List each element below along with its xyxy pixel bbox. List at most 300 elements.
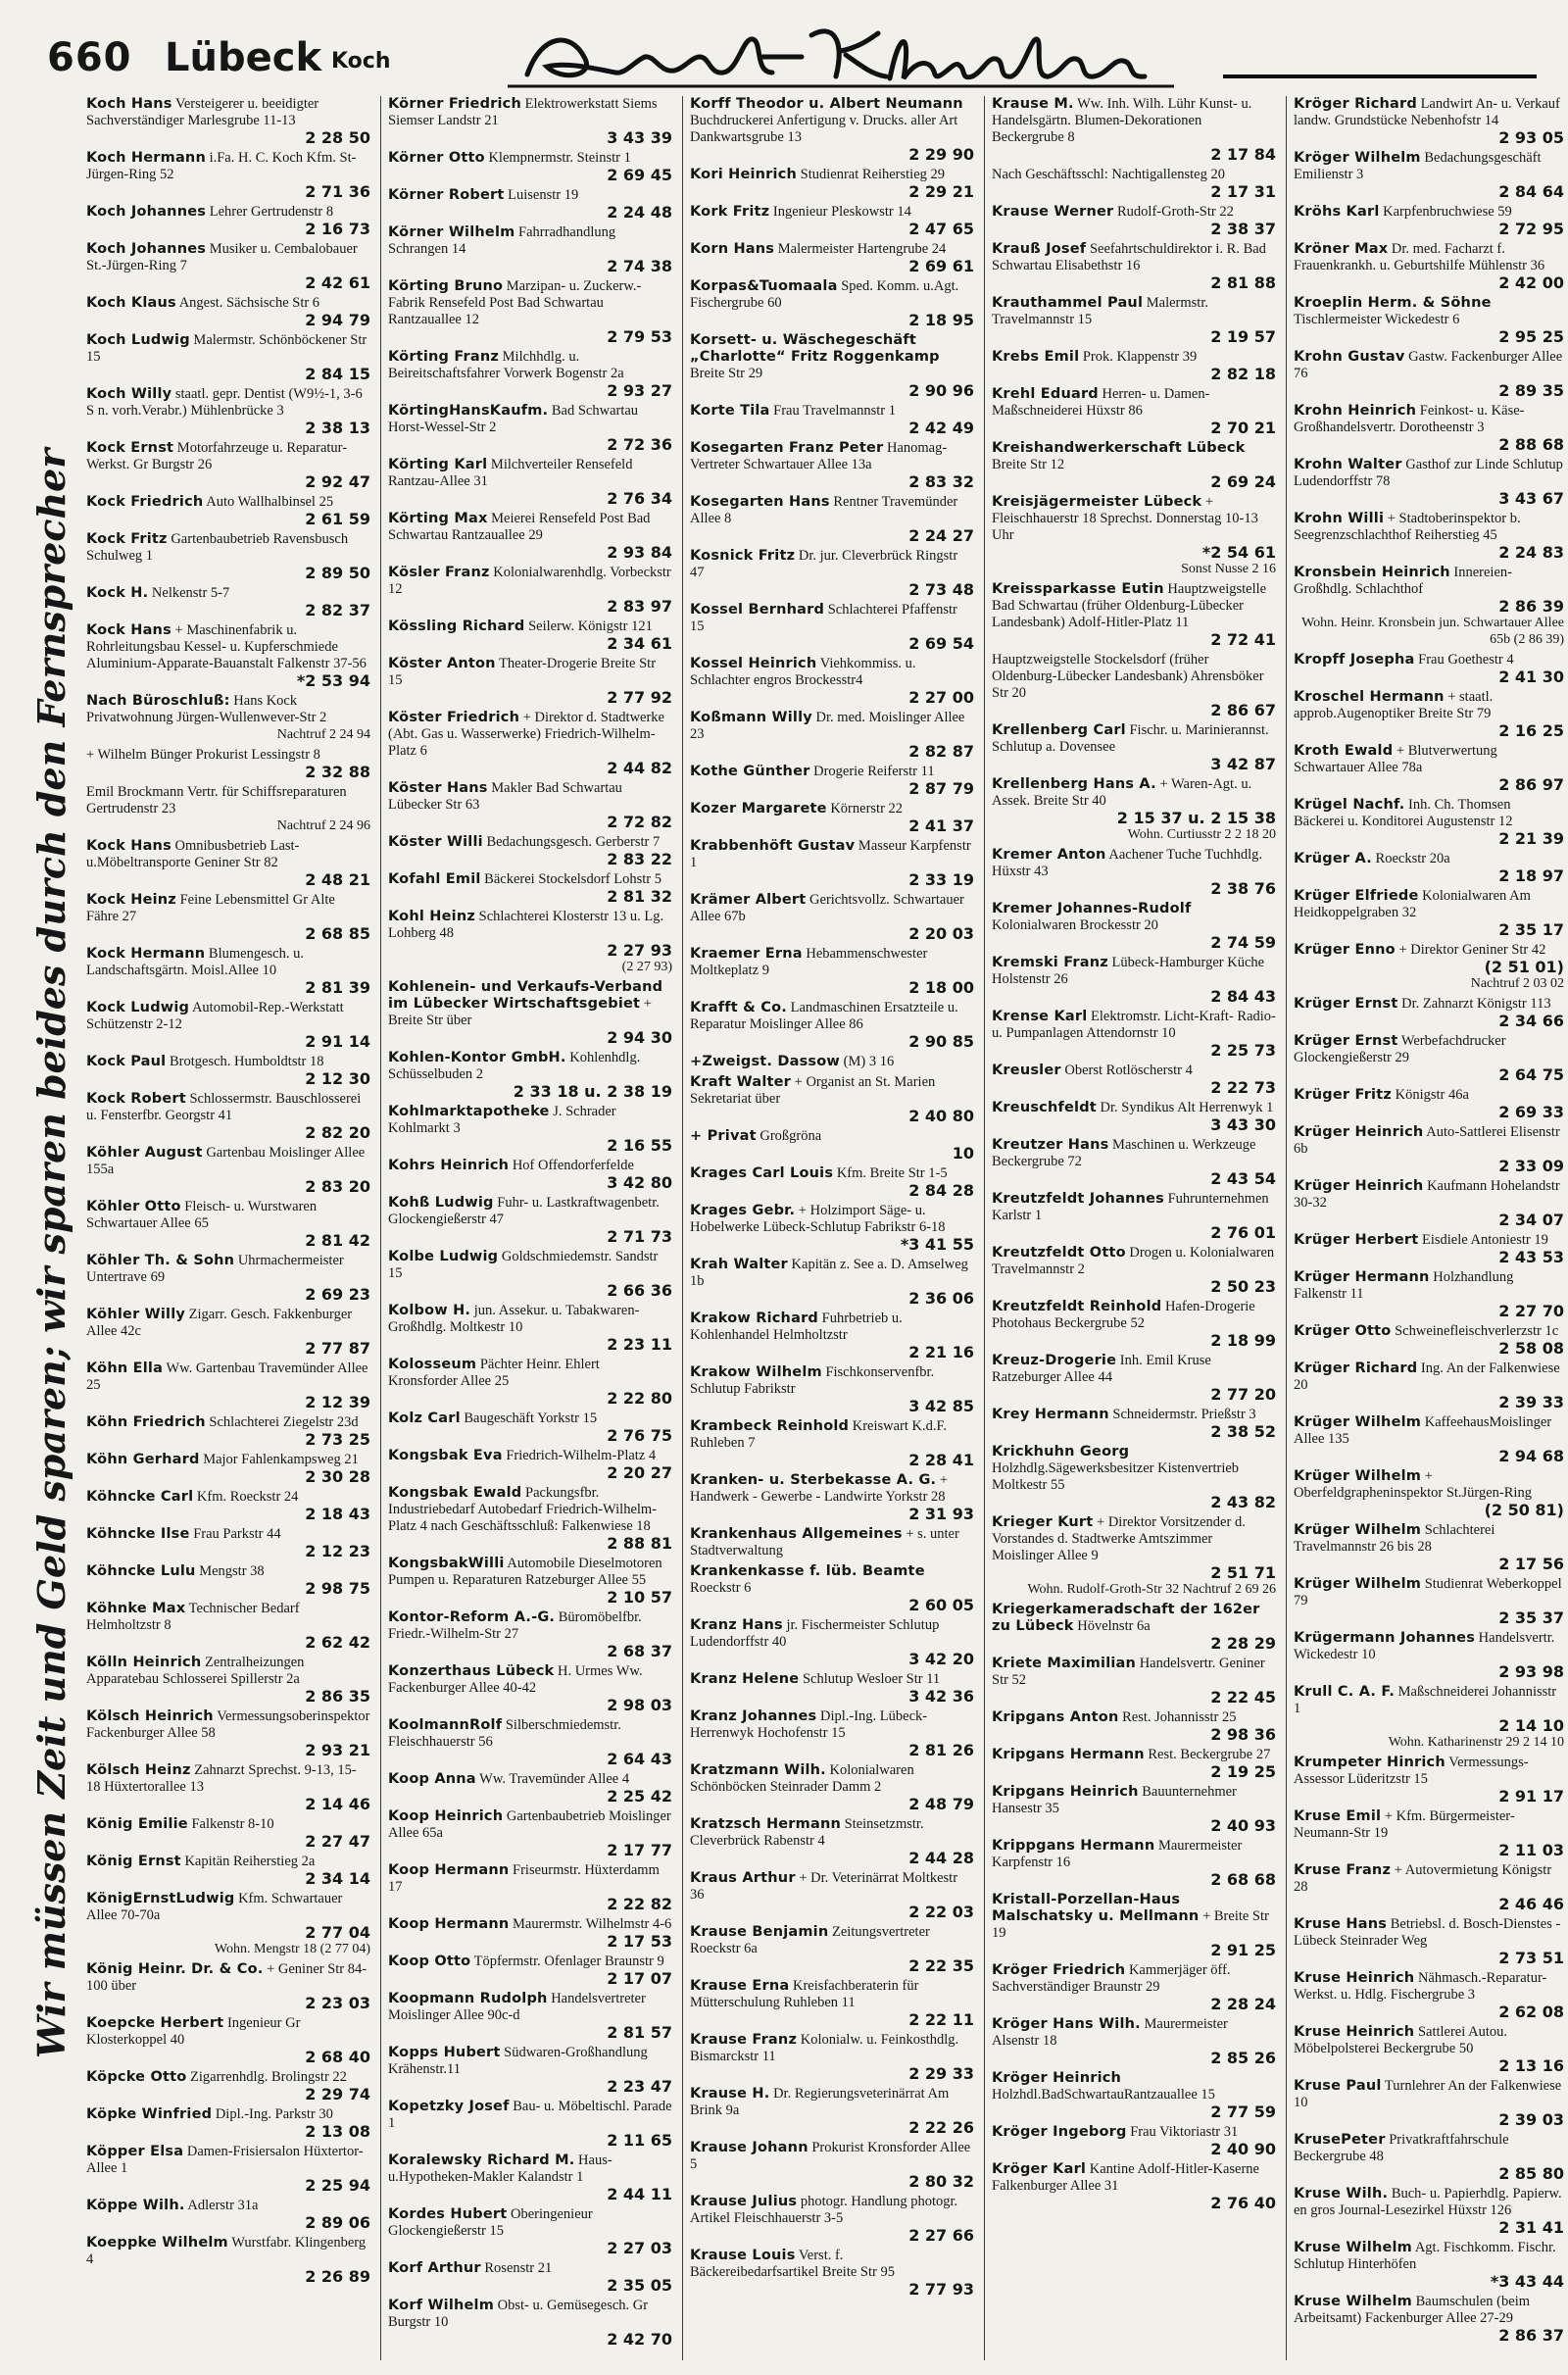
entry-name: Korf Arthur (388, 2260, 481, 2276)
column-1 (86, 96, 370, 2360)
entry-detail: Maßschneiderei Johannisstr 1 (1294, 1684, 1557, 1716)
entry-phone: 2 91 25 (1210, 1941, 1276, 1959)
entry-detail: Inh. Ch. Thomsen Bäckerei u. Konditorei Augustenstr 12 (1294, 797, 1513, 829)
entry-phone: 2 94 68 (1498, 1447, 1564, 1465)
entry-phone: 2 71 36 (305, 182, 370, 201)
directory-entry (388, 1448, 672, 1481)
entry-phone: 2 31 93 (908, 1505, 974, 1523)
entry-name: Krabbenhöft Gustav (690, 838, 856, 854)
directory-entry (690, 1165, 974, 1199)
entry-detail: Schlachterei Klosterstr 13 u. Lg. Lohberg 48 (388, 909, 664, 941)
directory-entry (86, 1762, 370, 1812)
directory-entry (1294, 1468, 1564, 1518)
directory-entry (86, 2198, 370, 2231)
entry-name: Kordes Hubert (388, 2206, 508, 2222)
entry-name: KoolmannRolf (388, 1717, 503, 1733)
entry-phone: 2 25 73 (1210, 1041, 1276, 1060)
entry-name: Kroth Ewald (1294, 743, 1394, 759)
entry-name: Koop Anna (388, 1771, 476, 1787)
entry-phone: 2 68 68 (1210, 1870, 1276, 1889)
entry-phone: 2 64 75 (1498, 1065, 1564, 1084)
directory-entry (1294, 204, 1564, 237)
entry-detail: Großgröna (760, 1128, 822, 1144)
entry-detail: Frau Travelmannstr 1 (773, 403, 897, 419)
entry-phone: 3 43 39 (607, 128, 672, 147)
entry-name: Krages Carl Louis (690, 1165, 834, 1181)
directory-entry (86, 150, 370, 200)
entry-detail: Silberschmiedemstr. Fleischhauerstr 56 (388, 1717, 621, 1750)
directory-entry (992, 386, 1276, 436)
entry-name: Kohß Ludwig (388, 1195, 494, 1211)
entry-name: Krügel Nachf. (1294, 797, 1405, 813)
directory-entry (388, 2298, 672, 2348)
directory-entry (690, 892, 974, 942)
entry-phone: 2 42 49 (908, 419, 974, 437)
entry-detail: Gasthof zur Linde Schlutup Ludendorffstr 78 (1294, 457, 1563, 489)
column-3 (690, 96, 974, 2360)
entry-detail: Ww. Inh. Wilh. Lühr Kunst- u. Handelsgärtn. Blumen-Dekorationen Beckergrube 8 (992, 96, 1252, 145)
entry-detail: Fischkonservenfbr. Schlutup Fabrikstr (690, 1364, 935, 1397)
entry-detail: Nach Geschäftsschl: Nachtigallensteg 20 (992, 167, 1225, 182)
entry-name: KrusePeter (1294, 2132, 1386, 2148)
entry-name: + Privat (690, 1128, 757, 1144)
entry-phone: 2 76 34 (607, 489, 672, 508)
directory-entry (992, 1353, 1276, 1403)
directory-entry (992, 167, 1276, 200)
entry-phone: 2 11 03 (1498, 1841, 1564, 1859)
entry-detail: Fuhr- u. Lastkraftwagenbetr. Glockengießerstr 47 (388, 1195, 660, 1227)
entry-name: Kriete Maximilian (992, 1656, 1137, 1671)
entry-name: Kruse Emil (1294, 1808, 1382, 1824)
entry-detail: + Oberfeldgrapheninspektor St.Jürgen-Ring (1294, 1468, 1532, 1501)
entry-phone: 2 82 87 (908, 742, 974, 761)
entry-name: König Emilie (86, 1816, 188, 1832)
directory-entry (690, 1000, 974, 1050)
entry-detail: Kohlenhdlg. Schüsselbuden 2 (388, 1050, 641, 1082)
entry-name: KörtingHansKaufm. (388, 403, 549, 419)
directory-entry (86, 1054, 370, 1087)
entry-detail: Innereien-Großhdlg. Schlachthof (1294, 565, 1512, 597)
entry-phone: 2 81 39 (305, 978, 370, 997)
entry-detail: Omnibusbetrieb Last- u.Möbeltransporte Geniner Str 82 (86, 838, 300, 870)
entry-phone: 2 29 90 (908, 145, 974, 164)
entry-phone: 2 86 97 (1498, 775, 1564, 794)
directory-entry (86, 332, 370, 382)
entry-phone: 2 70 21 (1210, 419, 1276, 437)
entry-detail: Zigarrenhdlg. Brolingstr 22 (190, 2069, 347, 2085)
entry-phone: 2 22 82 (607, 1895, 672, 1913)
entry-phone: 2 84 15 (305, 365, 370, 383)
entry-name: Köhn Ella (86, 1361, 164, 1376)
directory-entry (86, 1961, 370, 2011)
vertical-slogan (18, 448, 86, 2058)
entry-name: Krüger Wilhelm (1294, 1414, 1422, 1430)
entry-name: Kranz Hans (690, 1617, 783, 1633)
entry-name: Kranz Helene (690, 1671, 800, 1687)
entry-phone: 2 28 24 (1210, 1995, 1276, 2013)
entry-name: Kohlenein- und Verkaufs-Verband im Lübecker Wirtschaftsgebiet (388, 979, 663, 1012)
directory-entry (690, 204, 974, 237)
entry-name: Köpcke Otto (86, 2069, 187, 2085)
entry-phone: 2 27 70 (1498, 1302, 1564, 1320)
entry-detail: Damen-Frisiersalon Hüxtertor-Allee 1 (86, 2144, 364, 2176)
directory-entry (992, 1100, 1276, 1133)
entry-name: Körting Franz (388, 349, 500, 365)
entry-name: König Heinr. Dr. & Co. (86, 1961, 264, 1977)
column-divider (1286, 96, 1287, 2360)
directory-entry (388, 2260, 672, 2294)
directory-entry (1294, 1684, 1564, 1751)
entry-phone: 2 93 27 (607, 381, 672, 400)
directory-entry (388, 871, 672, 905)
directory-entry (690, 710, 974, 760)
entry-phone: 2 35 17 (1498, 920, 1564, 939)
entry-phone: 2 17 53 (607, 1932, 672, 1951)
entry-name: Krellenberg Hans A. (992, 776, 1156, 792)
directory-entry (86, 1708, 370, 1758)
entry-name: Kroeplin Herm. & Söhne (1294, 295, 1492, 311)
entry-name: Kolz Carl (388, 1410, 461, 1426)
entry-detail: Ing. An der Falkenwiese 20 (1294, 1361, 1560, 1393)
entry-detail: Kaufmann Hohelandstr 30-32 (1294, 1178, 1560, 1211)
entry-name: Kosegarten Hans (690, 494, 830, 510)
entry-detail: Marzipan- u. Zuckerw.-Fabrik Rensefeld Post Bad Schwartau Rantzauallee 12 (388, 278, 642, 327)
entry-phone: *3 43 44 (1490, 2272, 1564, 2291)
directory-entry (86, 585, 370, 618)
entry-phone: 2 22 35 (908, 1956, 974, 1975)
directory-entry (86, 1307, 370, 1357)
entry-name: Kröger Hans Wilh. (992, 2016, 1141, 2032)
entry-phone: 2 17 31 (1210, 182, 1276, 201)
entry-detail: Bedachungsgesch. Gerberstr 7 (486, 834, 661, 850)
entry-detail: + Breite Str 19 (992, 1908, 1269, 1941)
entry-detail: Malermeister Hartengrube 24 (777, 241, 947, 257)
directory-entry (86, 295, 370, 328)
entry-name: Krause H. (690, 2086, 770, 2102)
entry-note: Sonst Nusse 2 16 (1181, 562, 1276, 576)
entry-phone: 2 83 22 (607, 850, 672, 868)
entry-name: Köhler Willy (86, 1307, 186, 1322)
entry-name: Kolosseum (388, 1357, 477, 1372)
entry-detail: + Handwerk - Gewerbe - Landwirte Yorkstr 28 (690, 1472, 949, 1505)
directory-entry (86, 386, 370, 436)
entry-detail: Rudolf-Groth-Str 22 (1117, 204, 1234, 220)
directory-entry (388, 1991, 672, 2041)
entry-detail: jun. Assekur. u. Tabakwaren-Großhdlg. Moltkestr 10 (388, 1303, 640, 1335)
entry-phone: 2 79 53 (607, 327, 672, 346)
entry-detail: photogr. Handlung photogr. Artikel Fleischhauerstr 3-5 (690, 2194, 958, 2226)
entry-name: Koch Klaus (86, 295, 176, 311)
entry-detail: + Geniner Str 84-100 über (86, 1961, 368, 1994)
entry-phone: 2 98 36 (1210, 1725, 1276, 1744)
entry-name: Kruse Franz (1294, 1862, 1392, 1878)
entry-phone: 2 40 90 (1210, 2140, 1276, 2158)
directory-entry (388, 511, 672, 561)
directory-entry (1294, 851, 1564, 884)
entry-name: König Ernst (86, 1854, 181, 1869)
directory-entry (388, 1050, 672, 1100)
column-4 (992, 96, 1276, 2360)
entry-detail: Major Fahlenkampsweg 21 (203, 1452, 359, 1467)
entry-detail: + Holzimport Säge- u. Hobelwerke Lübeck-Schlutup Fabrikstr 6-18 (690, 1203, 946, 1235)
directory-entry (690, 1617, 974, 1667)
directory-entry (992, 1407, 1276, 1440)
entry-name: Krause Erna (690, 1978, 790, 1994)
entry-phone: 2 22 26 (908, 2118, 974, 2137)
entry-phone: 2 87 79 (908, 779, 974, 798)
directory-entry (690, 1563, 974, 1613)
entry-name: Kriegerkameradschaft der 162er zu Lübeck (992, 1602, 1260, 1634)
entry-name: Krafft & Co. (690, 1000, 787, 1015)
directory-entry (992, 1656, 1276, 1706)
directory-entry (388, 1556, 672, 1606)
entry-note: Wohn. Curtiusstr 2 2 18 20 (1127, 827, 1276, 842)
entry-name: Kongsbak Eva (388, 1448, 503, 1463)
entry-name: Krense Karl (992, 1009, 1088, 1024)
directory-entry (388, 656, 672, 706)
entry-name: Koch Johannes (86, 241, 207, 257)
entry-name: KönigErnstLudwig (86, 1891, 235, 1906)
directory-entry (690, 1418, 974, 1468)
directory-entry (992, 722, 1276, 772)
entry-name: Kripgans Hermann (992, 1747, 1145, 1762)
entry-detail: Fleisch- u. Wurstwaren Schwartauer Allee 65 (86, 1199, 318, 1231)
entry-phone: 2 16 55 (607, 1136, 672, 1155)
entry-detail: Gerichtsvollz. Schwartauer Allee 67b (690, 892, 964, 924)
entry-phone: 2 76 01 (1210, 1223, 1276, 1242)
entry-detail: Holzhdlg.Sägewerksbesitzer Kistenvertrieb Moltkestr 55 (992, 1460, 1240, 1493)
directory-entry (690, 801, 974, 834)
entry-detail: + Waren-Agt. u. Assek. Breite Str 40 (992, 776, 1252, 809)
entry-detail: + Wilhelm Bünger Prokurist Lessingstr 8 (86, 747, 320, 763)
entry-name: Koch Johannes (86, 204, 207, 220)
entry-phone: 2 68 40 (305, 2048, 370, 2066)
entry-name: Krämer Albert (690, 892, 807, 908)
entry-detail: Baugeschäft Yorkstr 15 (464, 1410, 598, 1426)
entry-phone: 2 77 87 (305, 1339, 370, 1358)
entry-name: Korf Wilhelm (388, 2298, 495, 2313)
directory-entry (1294, 996, 1564, 1029)
directory-entry (86, 1854, 370, 1887)
entry-phone: 2 18 97 (1498, 866, 1564, 885)
entry-name: Krause Julius (690, 2194, 798, 2209)
directory-entry (388, 278, 672, 345)
entry-detail: Automobil-Rep.-Werkstatt Schützenstr 2-12 (86, 1000, 344, 1032)
entry-phone: 2 12 23 (305, 1542, 370, 1560)
directory-entry (992, 2016, 1276, 2066)
entry-phone: 2 43 53 (1498, 1248, 1564, 1266)
entry-note: Wohn. Heinr. Kronsbein jun. Schwartauer Allee 65b (2 86 39) (1301, 616, 1564, 647)
entry-detail: Klempnermstr. Steinstr 1 (488, 150, 631, 166)
directory-entry (1294, 349, 1564, 399)
entry-phone: 2 43 54 (1210, 1169, 1276, 1188)
entry-phone: 2 81 32 (607, 887, 672, 906)
entry-phone: 2 11 65 (607, 2131, 672, 2150)
entry-name: Kössling Richard (388, 618, 525, 634)
entry-detail: Rest. Beckergrube 27 (1148, 1747, 1271, 1762)
entry-phone: 2 38 37 (1210, 220, 1276, 238)
directory-entry (86, 747, 370, 780)
entry-detail: Auto-Sattlerei Elisenstr 6b (1294, 1124, 1560, 1157)
entry-detail: + Direktor Geniner Str 42 (1398, 942, 1546, 958)
entry-phone: 2 40 93 (1210, 1816, 1276, 1835)
entry-name: Krüger Elfriede (1294, 888, 1419, 904)
entry-phone: 2 74 59 (1210, 933, 1276, 952)
entry-detail: Ingenieur Pleskowstr 14 (772, 204, 911, 220)
directory-entry (1294, 457, 1564, 507)
entry-name: Kropff Josepha (1294, 652, 1415, 668)
entry-name: Kock Robert (86, 1091, 186, 1107)
entry-phone: 2 77 92 (607, 688, 672, 707)
entry-phone: 2 77 20 (1210, 1385, 1276, 1404)
directory-entry (690, 1054, 974, 1070)
entry-phone: 2 31 41 (1498, 2218, 1564, 2237)
entry-detail: Rosenstr 21 (484, 2260, 553, 2276)
entry-detail: Fahrradhandlung Schrangen 14 (388, 224, 616, 257)
entry-phone: 10 (952, 1144, 974, 1163)
entry-detail: Prokurist Kronsforder Allee 5 (690, 2140, 971, 2172)
directory-entry (86, 2144, 370, 2194)
entry-phone: 2 39 33 (1498, 1393, 1564, 1411)
entry-detail: Meierei Rensefeld Post Bad Schwartau Rantzauallee 29 (388, 511, 651, 543)
entry-name: Koch Ludwig (86, 332, 190, 348)
directory-entry (1294, 2186, 1564, 2236)
entry-detail: Drogerie Reiferstr 11 (813, 764, 935, 779)
entry-detail: + Kfm. Bürgermeister-Neumann-Str 19 (1294, 1808, 1515, 1841)
directory-entry (1294, 942, 1564, 992)
entry-name: Korsett- u. Wäschegeschäft „Charlotte“ Fritz Roggenkamp (690, 332, 940, 365)
entry-detail: Agt. Fischkomm. Fischr. Schlutup Hinterhöfen (1294, 2240, 1556, 2272)
directory-entry (690, 2140, 974, 2190)
entry-name: Kröger Friedrich (992, 1962, 1126, 1978)
directory-entry (86, 1526, 370, 1559)
entry-name: Krumpeter Hinrich (1294, 1755, 1446, 1770)
entry-name: Körting Bruno (388, 278, 504, 294)
entry-phone: 2 42 70 (607, 2330, 672, 2349)
entry-name: Kripgans Anton (992, 1709, 1119, 1725)
directory-entry (86, 946, 370, 996)
directory-entry (86, 1361, 370, 1410)
directory-entry (1294, 1522, 1564, 1572)
entry-detail: Hanomag-Vertreter Schwartauer Allee 13a (690, 440, 948, 472)
entry-name: Kork Fritz (690, 204, 770, 220)
entry-name: Körner Robert (388, 187, 505, 203)
entry-phone: 2 84 28 (908, 1181, 974, 1200)
entry-name: +Zweigst. Dassow (690, 1054, 841, 1069)
entry-name: Köhn Gerhard (86, 1452, 200, 1467)
entry-name: Kruse Hans (1294, 1916, 1388, 1932)
entry-detail: + Fleischhauerstr 18 Sprechst. Donnerstag 10-13 Uhr (992, 494, 1258, 543)
entry-name: Krickhuhn Georg (992, 1444, 1130, 1460)
entry-note: Wohn. Mengstr 18 (2 77 04) (214, 1942, 370, 1956)
entry-name: Krey Hermann (992, 1407, 1109, 1422)
directory-entry (690, 1472, 974, 1522)
entry-detail: + Organist an St. Marien Sekretariat über (690, 1074, 936, 1107)
entry-phone: 2 19 25 (1210, 1762, 1276, 1781)
entry-phone: 2 29 33 (908, 2064, 974, 2083)
slogan-text: Wir müssen Zeit und Geld sparen; wir sparen beides durch den Fernsprecher (29, 448, 74, 2058)
entry-name: Krüger Fritz (1294, 1087, 1392, 1103)
directory-entry (388, 1410, 672, 1444)
directory-entry (388, 1357, 672, 1407)
entry-detail: Kolonialwarenhdlg. Vorbeckstr 12 (388, 565, 671, 597)
entry-phone: 2 17 77 (607, 1841, 672, 1859)
entry-detail: Rentner Travemünder Allee 8 (690, 494, 958, 526)
entry-name: Koßmann Willy (690, 710, 812, 725)
entry-detail: Wurstfabr. Klingenberg 4 (86, 2235, 367, 2267)
entry-phone: 2 46 46 (1498, 1895, 1564, 1913)
entry-phone: 2 22 45 (1210, 1688, 1276, 1707)
directory-entry (1294, 1808, 1564, 1858)
entry-detail: Frau Viktoriastr 31 (1130, 2124, 1239, 2140)
entry-detail: Landmaschinen Ersatzteile u. Reparatur Moislinger Allee 86 (690, 1000, 958, 1032)
entry-name: Kröger Karl (992, 2161, 1087, 2177)
directory-entry (992, 1747, 1276, 1780)
directory-entry (1294, 1970, 1564, 2020)
entry-phone: 2 21 39 (1498, 829, 1564, 848)
entry-detail: Verst. f. Bäckereibedarfsartikel Breite Str 95 (690, 2248, 895, 2280)
entry-phone: 2 22 03 (908, 1903, 974, 1921)
directory-entry (86, 1452, 370, 1485)
entry-phone: 2 39 03 (1498, 2110, 1564, 2129)
entry-detail: Packungsfbr. Industriebedarf Autobedarf Friedrich-Wilhelm-Platz 4 nach Geschäftsschluß: Falkenwiese 18 (388, 1485, 658, 1534)
entry-name: Krüger Wilhelm (1294, 1468, 1422, 1484)
directory-entry (86, 2015, 370, 2065)
directory-entry (388, 1609, 672, 1659)
directory-entry (690, 1128, 974, 1162)
directory-entry (388, 1954, 672, 1987)
entry-detail: Schlutup Wesloer Str 11 (802, 1671, 941, 1687)
entry-detail: Zigarr. Gesch. Fakkenburger Allee 42c (86, 1307, 353, 1339)
directory-entry (86, 1414, 370, 1448)
directory-entry (992, 1137, 1276, 1187)
directory-entry (992, 241, 1276, 291)
entry-detail: Gartenbaubetrieb Moislinger Allee 65a (388, 1808, 671, 1841)
entry-detail: Bad Schwartau Horst-Wessel-Str 2 (388, 403, 639, 435)
column-2 (388, 96, 672, 2360)
entry-name: Krippgans Hermann (992, 1838, 1155, 1854)
entry-phone: 2 18 43 (305, 1505, 370, 1523)
entry-detail: Fuhrunternehmen Karlstr 1 (992, 1191, 1269, 1223)
entry-name: Kremski Franz (992, 955, 1108, 970)
entry-name: Kock Hermann (86, 946, 206, 962)
entry-phone: 2 72 41 (1210, 630, 1276, 649)
entry-detail: Dr. med. Facharzt f. Frauenkrankh. u. Geburtshilfe Mühlenstr 36 (1294, 241, 1545, 273)
entry-name: Kölsch Heinz (86, 1762, 191, 1778)
entry-phone: 2 69 24 (1210, 472, 1276, 491)
entry-detail: Nelkenstr 5-7 (151, 585, 230, 601)
directory-entry (690, 2248, 974, 2298)
entry-detail: Gartenbau Moislinger Allee 155a (86, 1145, 366, 1177)
entry-detail: Privatkraftfahrschule Beckergrube 48 (1294, 2132, 1509, 2164)
entry-name: Krüger Otto (1294, 1323, 1392, 1339)
entry-detail: Motorfahrzeuge u. Reparatur-Werkst. Gr Burgstr 26 (86, 440, 348, 472)
entry-name: Kraft Walter (690, 1074, 792, 1090)
directory-entry (992, 2124, 1276, 2157)
directory-entry (1294, 2240, 1564, 2290)
entry-name: Koop Otto (388, 1954, 471, 1969)
entry-detail: Feine Lebensmittel Gr Alte Fähre 27 (86, 892, 335, 924)
directory-entry (86, 1091, 370, 1141)
directory-entry (690, 2194, 974, 2244)
directory-entry (86, 241, 370, 291)
entry-detail: Dr. Regierungsveterinärrat Am Brink 9a (690, 2086, 950, 2118)
entry-name: Köhler August (86, 1145, 203, 1161)
directory-entry (388, 1808, 672, 1858)
entry-note: Nachtruf 2 24 94 (276, 727, 370, 742)
entry-detail: Dipl.-Ing. Parkstr 30 (215, 2106, 333, 2122)
entry-phone: 2 12 30 (305, 1069, 370, 1088)
